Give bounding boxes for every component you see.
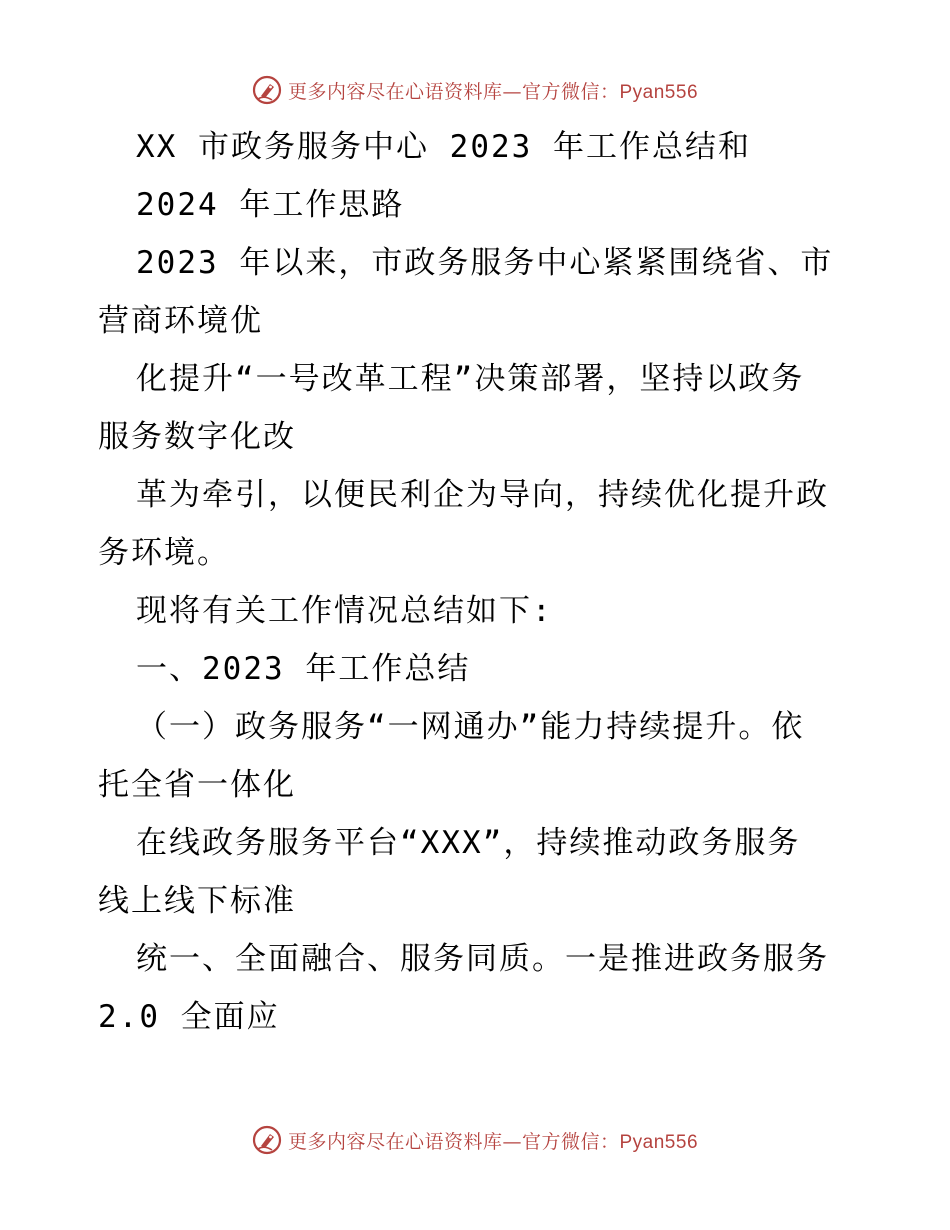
watermark-wechat-id: Pyan556 (619, 81, 699, 103)
watermark-text (288, 77, 698, 104)
paragraph-line: 2.0 全面应 (98, 999, 280, 1035)
paragraph-line: 革为牵引，以便民利企为导向，持续优化提升政 (136, 477, 829, 513)
watermark-label: 更多内容尽在心语资料库—官方微信： (287, 1130, 620, 1153)
paragraph-line: 务环境。 (98, 535, 230, 571)
watermark-wechat-id: Pyan556 (619, 1131, 699, 1153)
paragraph-line: 化提升“一号改革工程”决策部署，坚持以政务 (136, 361, 805, 397)
pen-nib-circle-icon (252, 1125, 282, 1155)
paragraph-line: 统一、全面融合、服务同质。一是推进政务服务 (136, 941, 829, 977)
paragraph-line: 一、2023 年工作总结 (136, 651, 471, 687)
watermark-text (288, 1127, 698, 1154)
footer-watermark (0, 1120, 950, 1160)
paragraph-line: XX 市政务服务中心 2023 年工作总结和 (136, 129, 751, 165)
paragraph-line: 线上线下标准 (98, 883, 296, 919)
paragraph-line: 现将有关工作情况总结如下: (136, 593, 553, 629)
paragraph-line: 2023 年以来，市政务服务中心紧紧围绕省、市 (136, 245, 834, 281)
paragraph-line: 营商环境优 (98, 303, 263, 339)
paragraph-line: 托全省一体化 (98, 767, 296, 803)
paragraph-line: 2024 年工作思路 (136, 187, 405, 223)
paragraph-line: 服务数字化改 (98, 419, 296, 455)
paragraph-line: 在线政务服务平台“XXX”，持续推动政务服务 (136, 825, 801, 861)
pen-nib-circle-icon (252, 75, 282, 105)
document-body (98, 118, 858, 1046)
header-watermark (0, 70, 950, 110)
paragraph-line: （一）政务服务“一网通办”能力持续提升。依 (136, 709, 805, 745)
watermark-label: 更多内容尽在心语资料库—官方微信： (287, 80, 620, 103)
